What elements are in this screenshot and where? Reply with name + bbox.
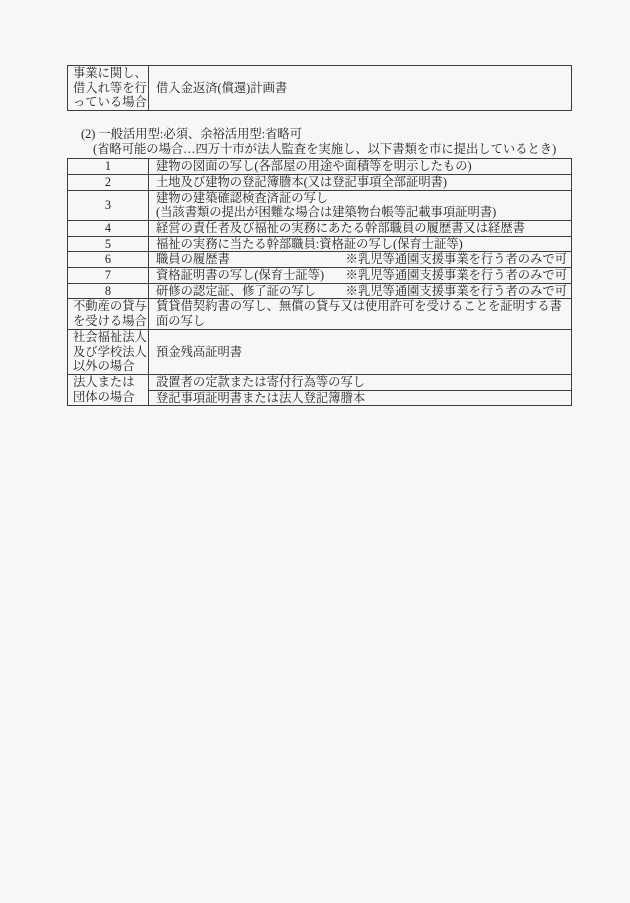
document-text-cell <box>149 268 572 284</box>
required-documents-table-body <box>68 159 572 406</box>
document-text-line: 建物の図面の写し(各部屋の用途や面積等を明示したもの) <box>156 159 472 174</box>
case-label-cell <box>68 329 149 374</box>
required-documents-table <box>67 158 572 406</box>
borrowing-case-label-line: 借入れ等を行 <box>73 80 147 95</box>
document-text-cell <box>149 329 572 374</box>
document-number-cell: 6 <box>68 252 149 268</box>
section-heading-line1: (2) 一般活用型:必須、余裕活用型:省略可 <box>81 127 302 142</box>
case-label-line: 及び学校法人 <box>73 344 147 359</box>
borrowing-case-label-cell <box>68 66 149 111</box>
table-row <box>68 220 572 236</box>
table-row <box>68 66 572 111</box>
section-heading-line2: (省略可能の場合…四万十市が法人監査を実施し、以下書類を市に提出しているとき) <box>93 142 557 157</box>
table-row <box>68 252 572 268</box>
document-text-cell <box>149 174 572 190</box>
document-text-with-note <box>156 284 567 299</box>
document-number-cell: 7 <box>68 268 149 284</box>
document-number-cell: 4 <box>68 220 149 236</box>
case-label-line: 団体の場合 <box>73 389 135 404</box>
document-text-cell <box>149 236 572 252</box>
table-row <box>68 174 572 190</box>
document-text-cell <box>149 220 572 236</box>
table-row <box>68 374 572 390</box>
document-text: 資格証明書の写し(保育士証等) <box>156 268 325 283</box>
document-number-cell: 8 <box>68 283 149 299</box>
document-text: 賃貸借契約書の写し、無償の貸与又は使用許可を受けることを証明する書面の写し <box>156 299 562 329</box>
table-row <box>68 190 572 220</box>
document-text-cell: 設置者の定款または寄付行為等の写し <box>149 374 572 390</box>
borrowing-case-label-line: 事業に関し、 <box>73 66 147 80</box>
case-label-cell <box>68 299 149 329</box>
document-text: 預金残高証明書 <box>156 344 243 359</box>
document-note: ※乳児等通園支援事業を行う者のみで可 <box>345 268 567 283</box>
table-row <box>68 329 572 374</box>
document-text-line: 福祉の実務に当たる幹部職員:資格証の写し(保育士証等) <box>156 236 463 251</box>
table-row <box>68 268 572 284</box>
document-text-line: 経営の責任者及び福祉の実務にあたる幹部職員の履歴書又は経歴書 <box>156 220 525 235</box>
document-text-cell <box>149 299 572 329</box>
document-number-cell: 1 <box>68 159 149 175</box>
document-text-line: 建物の建築確認検査済証の写し <box>156 190 329 205</box>
document-text-with-note <box>156 268 567 283</box>
case-label-line: 以外の場合 <box>73 359 135 374</box>
borrowing-case-content-cell: 借入金返済(償還)計画書 <box>149 66 572 111</box>
document-text-cell <box>149 283 572 299</box>
case-label-line: 社会福祉法人 <box>73 329 147 344</box>
document-number-cell: 5 <box>68 236 149 252</box>
table-row <box>68 283 572 299</box>
document-text-cell <box>149 159 572 175</box>
document-note: ※乳児等通園支援事業を行う者のみで可 <box>345 252 567 267</box>
document-number-cell: 3 <box>68 190 149 220</box>
document-note: ※乳児等通園支援事業を行う者のみで可 <box>345 283 567 298</box>
document-text-cell <box>149 252 572 268</box>
case-label-line: を受ける場合 <box>73 314 147 329</box>
borrowing-case-label-line: っている場合 <box>73 95 147 110</box>
document-text-line: (当該書類の提出が困難な場合は建築物台帳等記載事項証明書) <box>156 205 497 220</box>
document-text-cell: 登記事項証明書または法人登記簿謄本 <box>149 390 572 406</box>
document-number-cell: 2 <box>68 174 149 190</box>
document-text-cell <box>149 190 572 220</box>
borrowing-case-table-body <box>68 66 572 111</box>
case-label-line: 不動産の貸与 <box>73 299 147 314</box>
case-label-line: 法人または <box>73 374 135 389</box>
borrowing-case-table <box>67 65 572 111</box>
document-text: 研修の認定証、修了証の写し <box>156 283 316 298</box>
table-row <box>68 236 572 252</box>
table-row <box>68 299 572 329</box>
case-label-cell <box>68 374 149 405</box>
document-text: 職員の履歴書 <box>156 252 230 267</box>
table-row <box>68 159 572 175</box>
section-heading <box>81 127 630 157</box>
document-text-with-note <box>156 252 567 267</box>
document-text-line: 土地及び建物の登記簿謄本(又は登記事項全部証明書) <box>156 174 448 189</box>
